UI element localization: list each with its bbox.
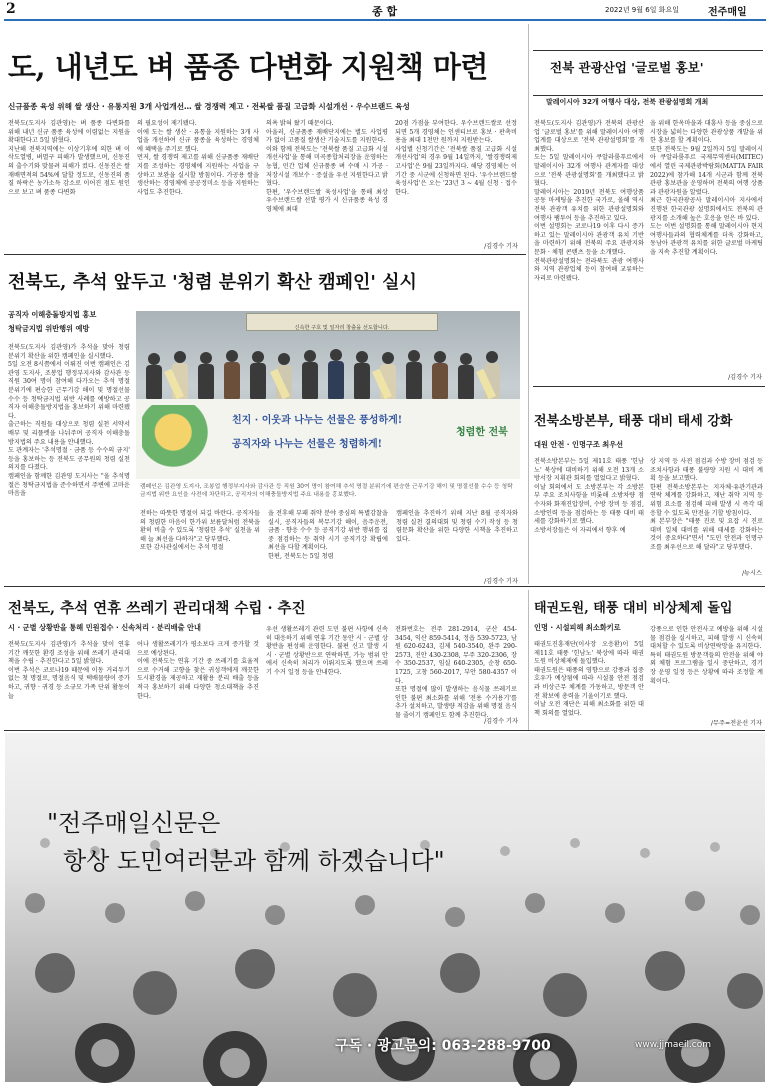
trash-byline: /김경수 기자 — [484, 718, 518, 725]
right-column-divider — [528, 24, 529, 584]
banner-line-2: 공직자와 나누는 선물은 청렴하게! — [232, 439, 383, 450]
fire-subhead: 대원 안전 · 인명구조 최우선 — [534, 440, 624, 449]
ad-website[interactable]: www.jjmaeil.com — [635, 1040, 712, 1050]
trash-headline: 전북도, 추석 연휴 쓰레기 관리대책 수립 · 추진 — [8, 600, 306, 617]
ad-line-2: 항상 도민여러분과 함께 하겠습니다" — [63, 847, 445, 875]
main-headline: 도, 내년도 벼 품종 다변화 지원책 마련 — [8, 50, 488, 84]
main-byline: /김경수 기자 — [484, 243, 518, 250]
trash-column-2: 어나 생활쓰레기가 평소보다 크게 증가할 것으로 예상된다. 이에 전북도는 연휴 기간 중 쓰레기를 효율적으로 수거해 고향을 찾은 귀성객에게 깨끗한 도시환경을 제공하고 재활용 분리 배출 등을 적극 홍보하기 위해 다양한 청소대책을 추진한다. — [137, 641, 259, 700]
chuseok-lower-column-3: 캠페인을 추진하기 위해 지난 8월 공직자와 청렴 실천 결의대회 및 청렴 수기 작성 등 청렴문화 확산을 위한 다양한 시책을 추진하고 있다. — [396, 510, 518, 543]
tourism-subhead: 말레이시아 32개 여행사 대상, 전북 관광설명회 개최 — [546, 98, 709, 106]
ad-contact: 구독 · 광고문의: 063-288-9700 — [335, 1038, 551, 1054]
chuseok-subhead-2: 청탁금지법 위반행위 예방 — [8, 324, 90, 333]
main-rule — [4, 254, 526, 255]
page-number: 2 — [6, 1, 16, 17]
ad-top-rule — [4, 730, 765, 731]
chuseok-headline: 전북도, 추석 앞두고 '청렴 분위기 확산 캠페인' 실시 — [8, 272, 417, 293]
paper-name: 전주매일 — [708, 7, 747, 18]
campaign-photo — [136, 311, 520, 479]
page-header — [0, 0, 770, 20]
chuseok-left-column: 전북도(도지사 김관영)가 추석을 맞아 청렴 분위기 확산을 위한 캠페인을 실시했다. 5일 오전 8시쯤에서 이뤄진 이번 캠페인은 김관영 도지사, 조봉업 행정부지사와 감사관 등 직원 30여 명이 참여해 다가오는 추석 명절 분위기에 편승한 근무기강 해이 및 명절선물 수수 등 청탁금지법 위반 사례를 예방하고 공직자 이해충돌방지법을 홍보하기 위해 마련됐다. 출근하는 직원들 대상으로 청렴 실천 서약서 배부 및 리플렛을 나눠주며 공직자 이해충돌방지법의 주요 내용을 안내했다. 도 관계자는 '추석명절 · 금품 등 수수의 금지' 등을 홍보하는 등 전북도 공무원의 청렴 실천 의지를 다졌다. 캠페인을 함께한 김관영 도지사는 "올 추석명절은 청탁금지법을 준수하면서 주변에 고마운 마음을 — [8, 344, 130, 498]
tourism-column-2: 을 위해 한옥마을과 대흥사 등을 중심으로 시장을 넓히는 다양한 관광상품 개발을 위한 홍보를 할 계획이다. 또한 전북도는 9월 2일까지 5일 말레이시아 쿠알라룸푸르 국제무역센터(MITEC)에서 열린 국제관광박람회(MATTA FAIR 2022)에 참가해 14개 시군과 함께 전북 관광 홍보관을 운영하며 전북의 여행 상품과 관광자원을 알렸다. 최근 한국관광공사 말레이시아 지사에서 진행된 한국관광 설명회에서도 전북의 관광지를 소개해 높은 호응을 얻은 바 있다. 도는 이번 설명회를 통해 말레이시아 현지 여행사들과의 협력체계를 더욱 강화하고, 동남아 관광객 유치를 위한 글로벌 마케팅을 지속 추진할 계획이다. — [650, 120, 763, 256]
fire-column-1: 전북소방본부는 5일 제11호 태풍 '힌남노' 북상에 대비하기 위해 오전 13개 소방서장 지휘관 회의를 열었다고 밝혔다. 이날 회의에서 도 소방본부는 각 소방본부 주요 조치사항을 비롯해 소방차량 점수자와 화재진압장비, 수방 장비 등 점검, 소방인력 등을 점검하는 등 태풍 대비 태세를 강화하기로 했다. 소방서장들은 이 자리에서 향후 예 — [534, 458, 644, 534]
main-column-1: 전북도(도지사 김관영)는 벼 품종 다변화를 위해 내년 신규 품종 육성에 이렴없는 지원을 확대한다고 5일 밝혔다. 지난해 전북지역에는 이상기후에 의한 벼 이삭도열병, 벼멸구 피해가 발생했으며, 신동진의 출수기와 맞물려 피해가 컸다. 신동진은 쌀 재배면적의 54%에 달할 정도로, 신동진의 품질 하락은 농가소득 감소로 이어진 점도 원인으로 보고 벼 품종 다변화 — [8, 120, 130, 196]
chuseok-lower-column-1: 전하는 따뜻한 명절이 되길 바란다. 공직자들의 청렴한 마음이 한가위 보름달처럼 전북을 환히 비출 수 있도록 '청렴한 추석' 실천을 위해 늘 최선을 다하자"고 당부했다. 또한 감사관실에서는 추석 명절 — [140, 510, 260, 552]
section-name: 종 합 — [372, 5, 398, 18]
fire-byline: /뉴시스 — [741, 570, 762, 577]
chuseok-lower-column-2: 을 전후해 부패 취약 분야 중심의 특별감찰을 실시, 공직자들의 복무기강 해이, 음주운전, 금품 · 향응 수수 등 공직기강 위반 행위를 집중 점검하는 등 취약 시기 공직기강 확립에 최선을 다할 계획이다. 한편, 전북도는 5일 청렴 — [268, 510, 388, 560]
tourism-rule — [533, 386, 765, 387]
trash-column-1: 전북도(도지사 김관영)가 추석을 맞이 연휴 기간 깨끗한 환경 조성을 위해 쓰레기 관리대책을 수립 · 추진한다고 5일 밝혔다. 이번 추석은 코로나19 때문에 이동 거리두기 없는 첫 명절로, 명절음식 및 택배물량이 증가하고, 귀향 · 귀경 등 소규모 가족 단위 활동이 늘 — [8, 641, 130, 700]
lower-column-divider — [528, 590, 529, 730]
taekwondo-headline: 태권도원, 태풍 대비 비상체제 돌입 — [534, 601, 733, 616]
chuseok-byline: /김경수 기자 — [484, 578, 518, 585]
trash-column-3: 우선 생활쓰레기 관련 도민 불편 사항에 신속히 대응하기 위해 연휴 기간 동안 시 · 군별 상황반을 편성해 운영한다. 불편 신고 발생 시 시 · 군별 상황반으로 연락하면, 가능 범위 안에서 신속히 처리가 이뤄지도록 했으며 쓰레기 수거 일정 등을 안내한다. — [266, 626, 388, 676]
photo-banner — [136, 399, 520, 479]
main-column-3: 의욕 밝혀 왔기 때문이다. 아울러, 신규품종 재배단지에는 별도 사업평가 없이 고품질 쌀생산 기술지도를 지원한다. 이와 함께 전북도는 '전북쌀 품질 고급화 시설개선사업'을 통해 미곡종합처리장을 운영하는 농협, 민간 업체 신규품종 벼 수매 시 가공 · 저장시설 개보수 · 증설을 우선 지원한다고 밝혔다. 한편, '우수브랜드쌀 육성사업'을 통해 최상 우수브랜드쌀 선발 평가 시 신규품종 육성 경영체에 최대 — [266, 120, 388, 213]
trash-column-4: 전화번호는 전주 281-2914, 군산 454-3454, 익산 859-5414, 정읍 539-5723, 남원 620-6243, 김제 540-3540, 완주 290-2573, 진안 430-2308, 무주 320-2306, 장수 350-2537, 임실 640-2305, 순창 650-1725, 고창 560-2017, 부안 580-4357 이다. 또한 명절에 많이 발생하는 음식물 쓰레기로 인한 불편 최소화를 위해 '전용 수거용기'를 추가 설치하고, 발생량 적감을 위해 명절 음식물 줄이기 캠페인도 함께 추진한다. — [395, 626, 517, 719]
chuseok-rule — [4, 586, 765, 587]
main-column-2: 의 필요성이 제기됐다. 이에 도는 쌀 생산 · 유통을 지원하는 3개 사업을 개선하여 신규 품종을 육성하는 경영체에 혜택을 주기로 했다. 먼저, 쌀 경쟁력 제고를 위해 신규품종 재배단지를 조성하는 경영체에 지원하는 사업을 구상하고 보완을 실시할 방침이다. 가공용 쌀을 생산하는 경영체에 공공정미소 등을 지원하는 사업도 추진한다. — [137, 120, 259, 196]
photo-top-sign-text: 신속한 구호 및 일자리 창출을 선도합니다. — [294, 325, 390, 331]
tourism-column-1: 전북도(도지사 김관영)가 전북의 관광산업 '글로벌 홍보'를 위해 말레이시아 여행업계를 대상으로 '전북 관광설명회'를 개최했다. 도는 5일 말레이시아 쿠알라룸푸르에서 말레이시아 32개 여행사 관계자를 대상으로 '전북 관광설명회'를 개최했다고 밝혔다. 말레이시아는 2019년 전북도 여행상품 공동 마케팅을 추진한 국가로, 올해 역시 전북 관광객 유치를 위한 관광설명회와 여행사 팸투어 등을 추진하고 있다. 이번 설명회는 코로나19 이후 다시 증가하고 있는 말레이시아 관광객 유치 기반을 마련하기 위해 전북의 주요 관광지와 문화 · 체험 콘텐츠 등을 소개했다. 전북관광설명회는 전라북도 관광 여행사와 지역 관광업체 등이 참여해 교류하는 자리로 마련됐다. — [534, 120, 644, 282]
ad-line-1: "전주매일신문은 — [47, 809, 221, 837]
tourism-byline: /김경수 기자 — [728, 374, 762, 381]
issue-date: 2022년 9월 6일 화요일 — [605, 6, 679, 14]
taekwondo-column-1: 태권도진흥재단(이사장 오응환)이 5일 제11호 태풍 '힌남노' 북상에 따라 태권도원 비상체제에 돌입했다. 태권도원은 태풍의 영향으로 강풍과 집중호우가 예상됨에 따라 시설물 안전 점검과 비상근무 체계를 가동하고, 방문객 안전 확보에 총력을 기울이기로 했다. 이날 오전 재단은 피해 최소화를 위한 대책 회의를 열었다. — [534, 641, 644, 717]
main-subhead: 신규품종 육성 위해 쌀 생산 · 유통지원 3개 사업개선… 쌀 경쟁력 제고 · 전북쌀 품질 고급화 시설개선 · 우수브랜드 육성 — [8, 102, 410, 111]
fire-column-2: 상 지역 등 사전 점검과 수방 장비 점검 등 조치사항과 태풍 불량양 지원 시 대비 계획 등을 보고했다. 한편 전북소방본부는 지자체·유관기관과 연락 체계를 강화하고, 재난 취약 지역 등 위험 요소를 점검해 피해 발생 시 즉각 대응할 수 있도록 만전을 기할 방침이다. 최 본부장은 "태풍 진로 및 요잡 시 진로 대비 일체 대비를 위해 태세를 강화하는 것이 중요하다"면서 "도민 안전과 인명구조를 최우선으로 해 달라"고 당부했다. — [650, 458, 763, 551]
sunflower-ad — [5, 733, 765, 1082]
fire-headline: 전북소방본부, 태풍 대비 태세 강화 — [534, 414, 733, 429]
photo-caption: 캠페인은 김관영 도지사, 조봉업 행정부지사와 감사관 등 직원 30여 명이 참여해 추석 명절 분위기에 편승한 근무기강 해이 및 명절선물 수수 등 청탁금지법 위반 요인을 사전에 차단하고, 공직자의 이해충돌방지법 주요 내용을 홍보했다. — [140, 484, 513, 498]
header-rule — [4, 19, 766, 21]
sunflower-field — [5, 733, 765, 1082]
banner-line-1: 친지 · 이웃과 나누는 선물은 풍성하게! — [232, 415, 403, 426]
taekwondo-byline: /무주=전윤선 기자 — [710, 720, 762, 727]
trash-subhead: 시 · 군별 상황반을 통해 민원접수 · 신속처리 · 분리배출 안내 — [8, 623, 201, 632]
main-column-4: 20점 가점을 부여한다. 우수브랜드쌀로 선정되면 5개 경영체는 인센티브로 홍보 · 판촉비용을 최대 1천만 원까지 지원받는다. 사업별 신청기간은 '전북쌀 품질 고급화 시설개선사업'의 경우 9월 14일까지, '쌀경쟁력제고사업'은 9월 23일까지다. 해당 경영체는 이 기간 중 시군에 신청하면 된다. '우수브랜드쌀 육성사업'은 오는 '23년 3 ~ 4월 신청 · 접수한다. — [395, 120, 517, 196]
tourism-headline: 전북 관광산업 '글로벌 홍보' — [550, 60, 704, 75]
banner-logo: 청렴한 전북 — [456, 427, 508, 438]
taekwondo-subhead: 인명 · 시설피해 최소화키로 — [534, 623, 621, 632]
taekwondo-column-2: 강풍으로 인한 안전사고 예방을 위해 시설물 점검을 실시하고, 피해 발생 시 신속히 대처할 수 있도록 비상연락망을 유지한다. 특히 태권도원 방문객들의 안전을 위해 야외 체험 프로그램을 일시 중단하고, 경기장 운영 일정 등은 상황에 따라 조정할 계획이다. — [650, 626, 763, 685]
banner-decoration — [142, 405, 220, 473]
chuseok-subhead-1: 공직자 이해충돌방지법 홍보 — [8, 310, 97, 319]
